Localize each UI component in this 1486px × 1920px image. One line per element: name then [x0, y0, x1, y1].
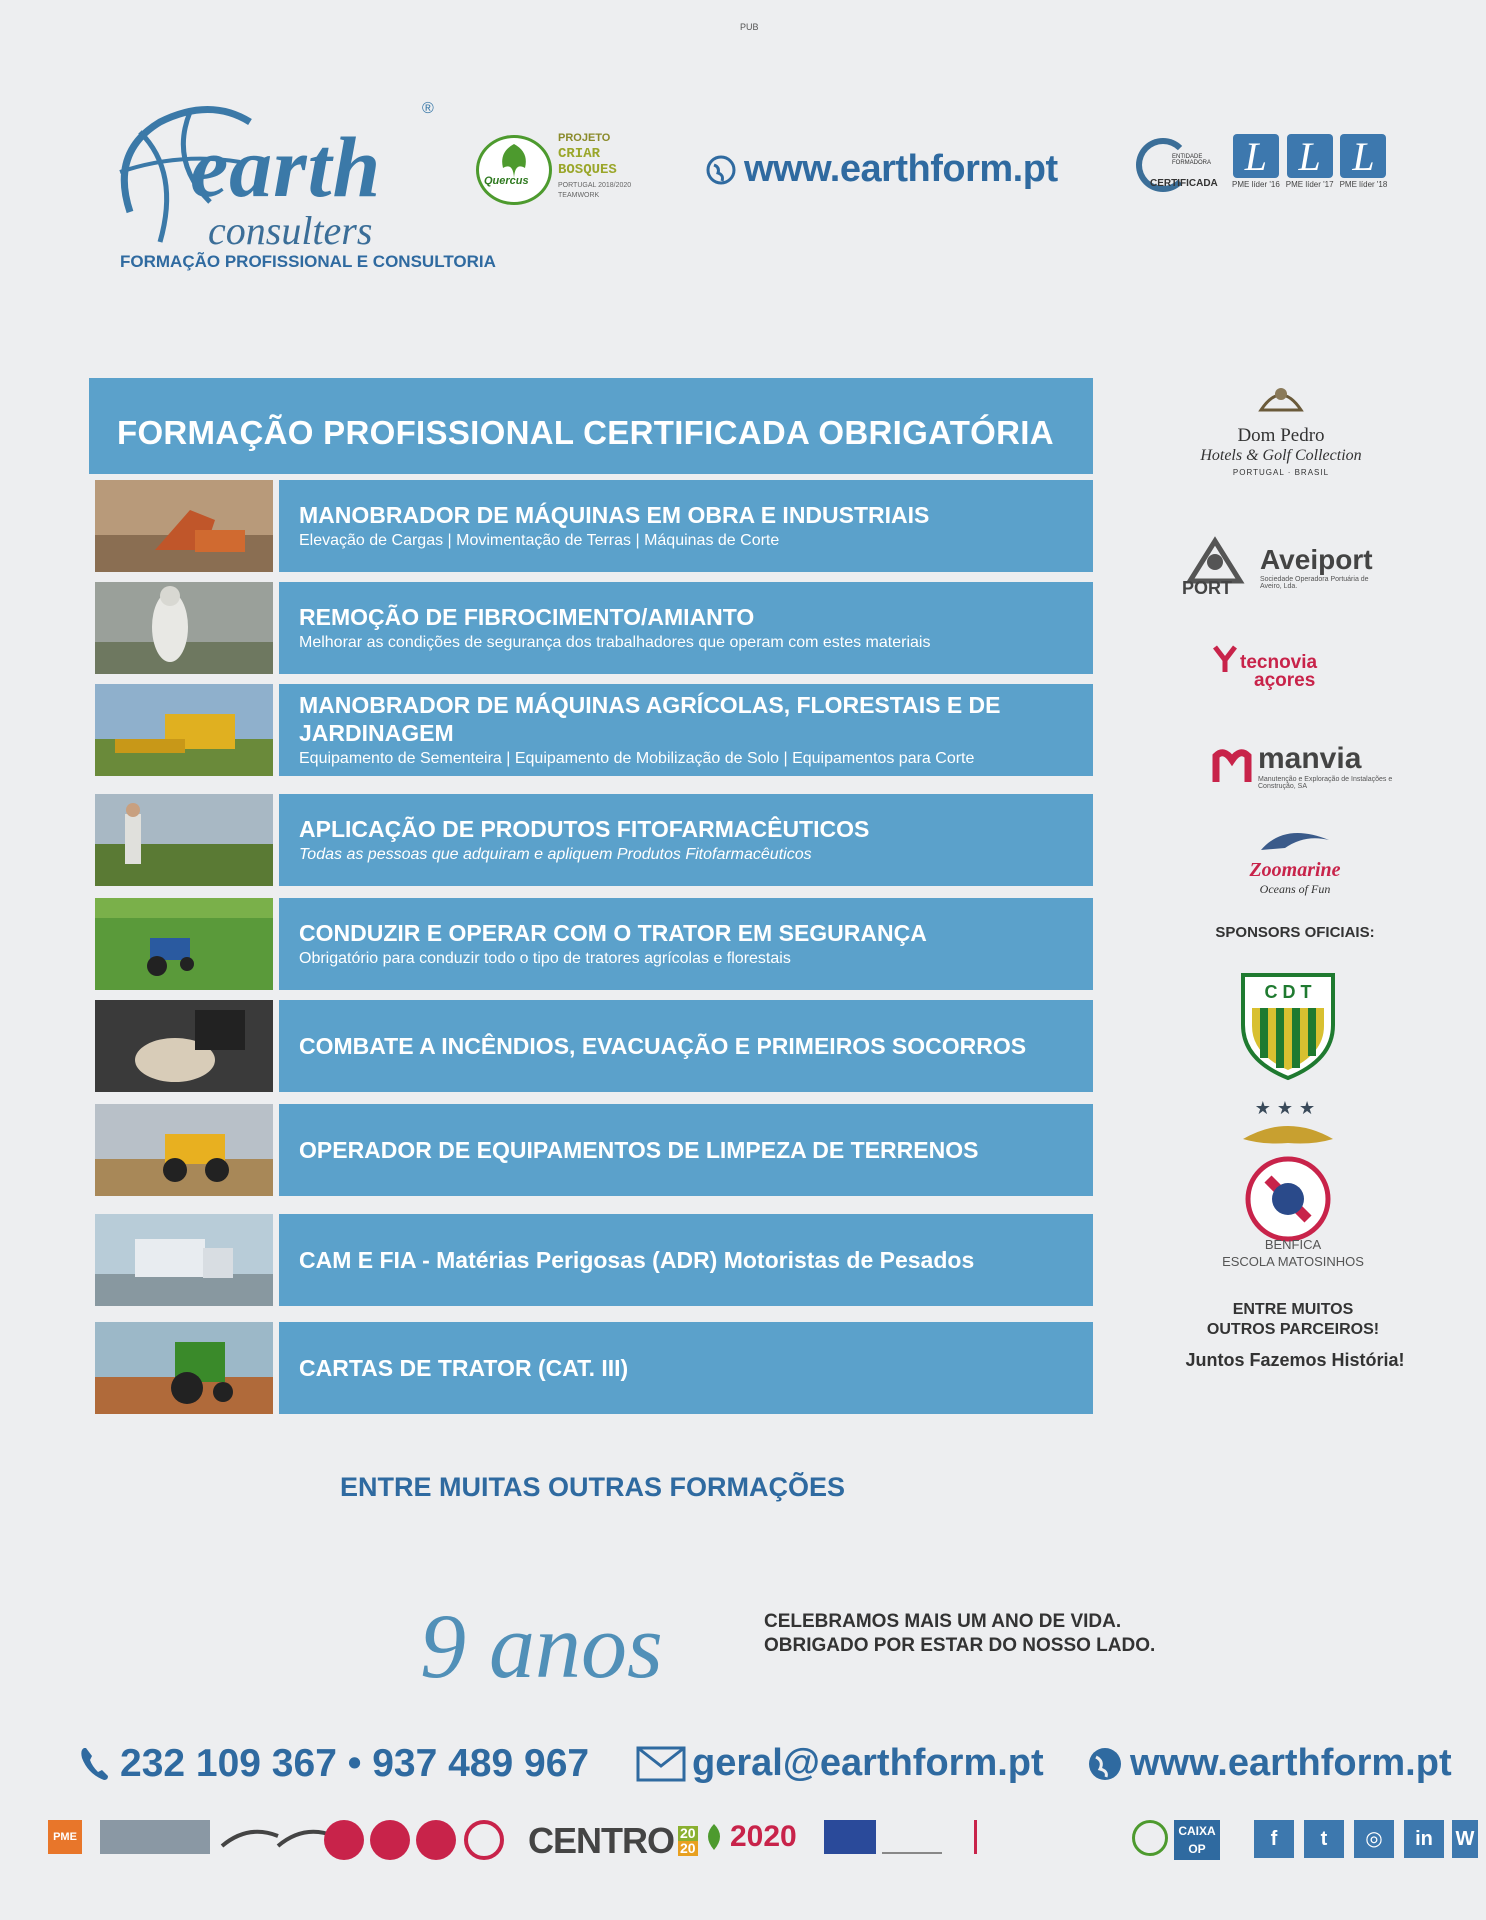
more-courses-text: ENTRE MUITAS OUTRAS FORMAÇÕES — [340, 1472, 845, 1502]
quercus-leaf-icon — [476, 135, 552, 205]
quercus-project-label: PROJETO — [558, 132, 611, 144]
course-title: COMBATE A INCÊNDIOS, EVACUAÇÃO E PRIMEIROS SOCORROS — [299, 1033, 1027, 1059]
panel-title: FORMAÇÃO PROFISSIONAL CERTIFICADA OBRIGATÓRIA — [89, 378, 1093, 474]
course-row — [95, 1104, 1093, 1196]
course-title: CONDUZIR E OPERAR COM O TRATOR EM SEGURANÇA — [299, 920, 927, 946]
course-band — [279, 1322, 1093, 1414]
quercus-small-icon — [1132, 1820, 1168, 1856]
course-photo-first-aid — [95, 1000, 273, 1092]
quercus-project-badge — [476, 130, 636, 210]
eu-fund-label — [882, 1820, 942, 1854]
caixa-op-logo: CAIXA OP — [1174, 1820, 1220, 1860]
support-badge-icon — [370, 1820, 410, 1860]
course-band — [279, 1000, 1093, 1092]
seal-icon — [464, 1820, 504, 1860]
website-address: www.earthform.pt — [1130, 1742, 1452, 1784]
header-website-text: www.earthform.pt — [744, 148, 1058, 190]
instagram-icon[interactable]: ◎ — [1354, 1820, 1394, 1858]
course-row — [95, 684, 1093, 776]
quercus-years: PORTUGAL 2018/2020 — [558, 182, 632, 189]
support-badge-icon — [416, 1820, 456, 1860]
course-band — [279, 480, 1093, 572]
course-row — [95, 1322, 1093, 1414]
earth-consulters-logo — [100, 82, 500, 282]
email-address: geral@earthform.pt — [692, 1742, 1044, 1784]
pub-label: PUB — [740, 22, 759, 32]
course-photo-harvester — [95, 684, 273, 776]
course-band — [279, 794, 1093, 886]
pme-lider-badge: L PME líder '18 — [1339, 134, 1388, 189]
partner-logo — [100, 1820, 210, 1854]
course-title: CAM E FIA - Matérias Perigosas (ADR) Motoristas de Pesados — [299, 1247, 975, 1273]
course-photo-asbestos-worker — [95, 582, 273, 674]
course-title: MANOBRADOR DE MÁQUINAS AGRÍCOLAS, FLORESTAIS E DE JARDINAGEM — [299, 692, 1001, 746]
course-subtitle: Equipamento de Sementeira | Equipamento de Mobilização de Solo | Equipamentos para Corte — [299, 750, 975, 767]
contact-bar — [78, 1736, 1478, 1796]
course-band — [279, 1214, 1093, 1306]
logo-tagline: FORMAÇÃO PROFISSIONAL E CONSULTORIA — [120, 252, 496, 271]
course-photo-tractor-field — [95, 898, 273, 990]
tecnovia-y-icon — [1212, 644, 1238, 674]
course-band — [279, 1104, 1093, 1196]
registered-mark: ® — [422, 100, 434, 117]
sponsors-title: SPONSORS OFICIAIS: — [1215, 924, 1375, 941]
wordpress-icon[interactable]: W — [1452, 1820, 1478, 1858]
dom-pedro-logo: Dom Pedro Hotels & Golf Collection PORTUGAL · BRASIL — [1166, 380, 1396, 477]
quercus-project-title: CRIAR BOSQUES — [558, 146, 617, 178]
dolphin-icon — [1255, 826, 1335, 854]
course-photo-truck — [95, 1214, 273, 1306]
runner-logo-icon — [218, 1820, 338, 1854]
linkedin-icon[interactable]: in — [1404, 1820, 1444, 1858]
eu-flag-icon — [824, 1820, 876, 1854]
course-row — [95, 480, 1093, 572]
manvia-m-icon — [1212, 746, 1254, 786]
stars-icon: ★★★ — [1254, 1098, 1322, 1118]
course-photo-green-tractor — [95, 1322, 273, 1414]
course-subtitle: Todas as pessoas que adquiram e apliquem Produtos Fitofarmacêuticos — [299, 846, 812, 863]
more-partners-text: ENTRE MUITOS OUTROS PARCEIROS! — [1206, 1301, 1380, 1338]
course-band — [279, 898, 1093, 990]
phone-icon — [78, 1744, 110, 1784]
course-subtitle: Elevação de Cargas | Movimentação de Terras | Máquinas de Corte — [299, 532, 780, 549]
pme-lider-badge: L PME líder '17 — [1285, 134, 1334, 189]
zoomarine-logo: Zoomarine Oceans of Fun — [1210, 826, 1380, 897]
benfica-label: BENFICA ESCOLA MATOSINHOS — [1222, 1237, 1364, 1269]
support-badge-icon — [324, 1820, 364, 1860]
course-title: REMOÇÃO DE FIBROCIMENTO/AMIANTO — [299, 604, 755, 630]
course-row — [95, 1000, 1093, 1092]
anniversary-title: 9 anos — [420, 1595, 663, 1697]
phone-numbers: 232 109 367 • 937 489 967 — [120, 1742, 590, 1785]
globe-icon — [1086, 1745, 1124, 1783]
course-row — [95, 582, 1093, 674]
certified-entity-badge: ENTIDADE FORMADORA CERTIFICADA — [1136, 134, 1226, 196]
course-title: APLICAÇÃO DE PRODUTOS FITOFARMACÊUTICOS — [299, 816, 870, 842]
republica-portuguesa-logo — [974, 1820, 1114, 1854]
course-title: CARTAS DE TRATOR (CAT. III) — [299, 1355, 629, 1381]
envelope-icon — [636, 1746, 686, 1782]
phone-contact[interactable] — [78, 1742, 589, 1786]
logo-earth-text: earth — [190, 119, 382, 215]
course-title: OPERADOR DE EQUIPAMENTOS DE LIMPEZA DE TERRENOS — [299, 1137, 979, 1163]
benfica-crest — [1218, 1098, 1358, 1254]
pme-lider-icon: L — [1233, 134, 1279, 178]
twitter-icon[interactable]: t — [1304, 1820, 1344, 1858]
certification-badges — [1136, 134, 1387, 196]
website-contact[interactable] — [1086, 1742, 1452, 1785]
logo-consulters-text: consulters — [208, 208, 373, 253]
course-photo-excavator — [95, 480, 273, 572]
course-row — [95, 1214, 1093, 1306]
course-row — [95, 898, 1093, 990]
header-website[interactable] — [706, 148, 1058, 191]
course-subtitle: Melhorar as condições de segurança dos trabalhadores que operam com estes materiais — [299, 634, 931, 651]
email-contact[interactable] — [636, 1742, 1044, 1785]
together-slogan: Juntos Fazemos História! — [1185, 1350, 1405, 1370]
globe-icon — [706, 155, 736, 185]
course-photo-sprayer — [95, 794, 273, 886]
eagle-crest-icon — [1233, 1119, 1343, 1249]
leaf-icon — [702, 1822, 726, 1852]
course-band — [279, 684, 1093, 776]
course-title: MANOBRADOR DE MÁQUINAS EM OBRA E INDUSTRIAIS — [299, 502, 930, 528]
quercus-sub: TEAMWORK — [558, 192, 600, 199]
pme-lider-icon: L — [1287, 134, 1333, 178]
course-subtitle: Obrigatório para conduzir todo o tipo de tratores agrícolas e florestais — [299, 950, 791, 967]
course-band — [279, 582, 1093, 674]
centro-2020-logo: CENTRO 20 20 — [528, 1820, 696, 1861]
portugal-2020-logo: 2020 — [702, 1820, 797, 1854]
course-photo-loader — [95, 1104, 273, 1196]
pme-lider-badge: L PME líder '16 — [1232, 134, 1280, 189]
footer-logos — [48, 1812, 1478, 1868]
quercus-name: Quercus — [484, 175, 529, 187]
pme-logo: PME — [48, 1820, 82, 1854]
facebook-icon[interactable]: f — [1254, 1820, 1294, 1858]
crest-icon — [1251, 380, 1311, 420]
anniversary-message: CELEBRAMOS MAIS UM ANO DE VIDA. OBRIGADO POR ESTAR DO NOSSO LADO. — [764, 1611, 1156, 1656]
cdt-crest: C D T — [1238, 970, 1338, 1087]
course-row — [95, 794, 1093, 886]
pme-lider-icon: L — [1340, 134, 1386, 178]
